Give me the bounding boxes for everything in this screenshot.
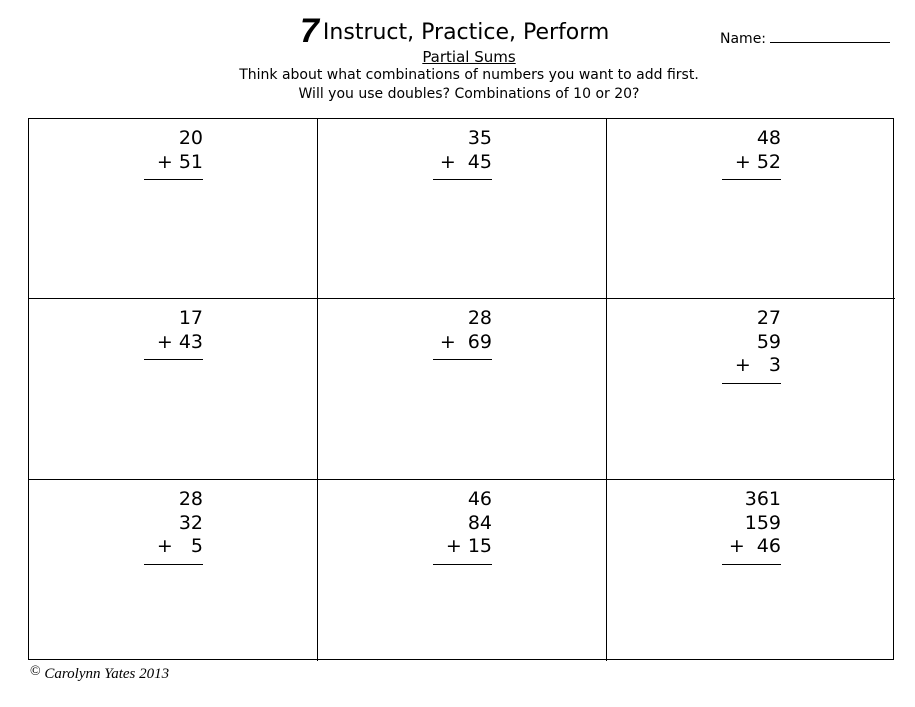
problem-grid (28, 118, 894, 660)
problem-cell[interactable] (318, 299, 607, 480)
addition-problem (433, 127, 492, 180)
worksheet-title (300, 12, 609, 51)
name-label: Name: (720, 31, 767, 47)
addend: 35 (467, 127, 492, 149)
addend-with-plus: + 43 (156, 330, 203, 353)
problem-cell[interactable] (29, 299, 318, 480)
addend: 28 (467, 307, 492, 329)
addend-with-plus: + 5 (156, 535, 203, 557)
instruction-line-2: Will you use doubles? Combinations of 10 or 20? (298, 86, 640, 102)
sum-line (433, 564, 492, 565)
sum-line (144, 359, 203, 360)
instruction-line-1: Think about what combinations of numbers you want to add first. (239, 67, 699, 83)
sum-line (433, 179, 492, 180)
sum-line (144, 179, 203, 180)
addend: 32 (178, 511, 203, 534)
addend-with-plus: + 51 (156, 150, 203, 173)
addition-problem (722, 307, 781, 384)
problem-cell[interactable] (29, 480, 318, 661)
problem-cell[interactable] (29, 119, 318, 299)
addend-with-plus: + 3 (734, 354, 781, 376)
addend: 361 (744, 488, 781, 510)
addition-problem (433, 488, 492, 565)
addend: 48 (756, 127, 781, 149)
name-blank-line[interactable] (770, 30, 890, 43)
addend: 27 (756, 307, 781, 329)
copyright (30, 664, 169, 683)
problem-cell[interactable] (607, 299, 895, 480)
addend: 59 (756, 330, 781, 353)
addend: 46 (467, 488, 492, 510)
name-field[interactable] (720, 30, 890, 47)
title-text: Instruct, Practice, Perform (322, 20, 610, 45)
worksheet-subtitle: Partial Sums (422, 48, 516, 66)
addition-problem (722, 127, 781, 180)
addend: 28 (178, 488, 203, 510)
addend: 159 (744, 511, 781, 534)
addend: 84 (467, 511, 492, 534)
addend-with-plus: + 45 (439, 150, 492, 173)
worksheet-number: 7 (300, 12, 319, 50)
addition-problem (722, 488, 781, 565)
sum-line (722, 564, 781, 565)
addend: 17 (178, 307, 203, 329)
sum-line (722, 383, 781, 384)
problem-cell[interactable] (318, 119, 607, 299)
problem-cell[interactable] (607, 119, 895, 299)
addend-with-plus: + 69 (439, 330, 492, 353)
addend: 20 (178, 127, 203, 149)
sum-line (144, 564, 203, 565)
sum-line (433, 359, 492, 360)
addition-problem (144, 488, 203, 565)
copyright-text: Carolynn Yates 2013 (44, 666, 170, 682)
sum-line (722, 179, 781, 180)
problem-cell[interactable] (607, 480, 895, 661)
copyright-symbol: © (30, 664, 41, 679)
addition-problem (144, 307, 203, 360)
addend-with-plus: + 46 (728, 535, 781, 557)
addition-problem (433, 307, 492, 360)
addition-problem (144, 127, 203, 180)
problem-cell[interactable] (318, 480, 607, 661)
addend-with-plus: + 52 (734, 150, 781, 173)
addend-with-plus: + 15 (445, 535, 492, 557)
